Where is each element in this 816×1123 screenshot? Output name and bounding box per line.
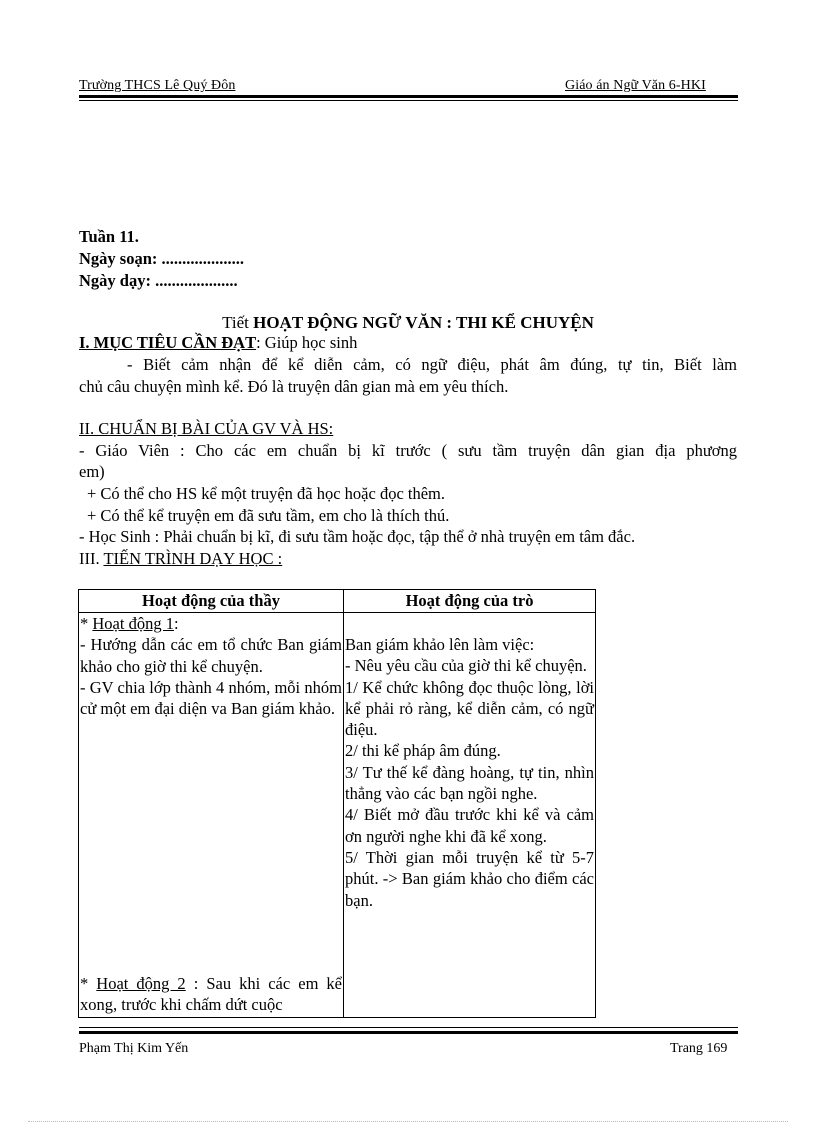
section1-heading-line <box>79 332 357 354</box>
act1-colon: : <box>173 614 179 633</box>
section1-line1: - Biết cảm nhận để kể diễn cảm, có ngữ điệu, phát âm đúng, tự tin, Biết làm <box>127 355 737 374</box>
table-row <box>79 613 596 1018</box>
section3-heading: TIẾN TRÌNH DẠY HỌC : <box>103 549 283 568</box>
prep-date <box>79 248 244 270</box>
section1-heading: I. MỤC TIÊU CẦN ĐẠT <box>79 333 257 352</box>
page-bottom-edge <box>28 1121 788 1122</box>
student-cell <box>344 613 596 1018</box>
section2-bullet1: + Có thể cho HS kể một truyện đã học hoặc đọc thêm. <box>87 484 446 503</box>
student-line: 2/ thi kể pháp âm đúng. <box>345 741 501 761</box>
student-line: 4/ Biết mở đầu trước khi kể và cảm ơn người nghe khi đã kể xong. <box>345 805 594 846</box>
footer-author: Phạm Thị Kim Yến <box>79 1041 189 1056</box>
student-line: - Nêu yêu cầu của giờ thi kể chuyện. <box>345 656 587 676</box>
footer-rule-thin <box>79 1027 738 1028</box>
section2-teacher-line1: - Giáo Viên : Cho các em chuẩn bị kĩ trước ( sưu tầm truyện dân gian địa phương <box>79 441 737 460</box>
teach-date <box>79 270 238 292</box>
prep-date-label: Ngày soạn: <box>79 249 158 268</box>
section2-heading: II. CHUẨN BỊ BÀI CỦA GV VÀ HS: <box>79 419 334 438</box>
section2-bullet2: + Có thể kể truyện em đã sưu tầm, em cho là thích thú. <box>87 506 450 525</box>
teach-date-value: .................... <box>155 271 238 290</box>
footer-rule-thick <box>79 1031 738 1034</box>
teacher-cell <box>79 613 344 1018</box>
title-text: HOẠT ĐỘNG NGỮ VĂN : THI KỂ CHUYỆN <box>253 313 594 332</box>
header-subject: Giáo án Ngữ Văn 6-HKI <box>565 78 706 93</box>
section3-prefix: III. <box>79 549 104 568</box>
title-prefix: Tiết <box>222 313 254 332</box>
teach-date-label: Ngày dạy: <box>79 271 151 290</box>
prep-date-value: .................... <box>161 249 245 268</box>
act1-star: * <box>80 614 93 633</box>
act2-star: * <box>80 974 97 993</box>
col-teacher-header: Hoạt động của thầy <box>79 590 344 613</box>
section3-heading-line <box>79 548 282 570</box>
student-line: 3/ Tư thế kể đàng hoàng, tự tin, nhìn thẳng vào các bạn ngồi nghe. <box>345 762 594 804</box>
col-student-header: Hoạt động của trò <box>344 590 596 613</box>
activities-table <box>78 589 596 1018</box>
header-rule-thin <box>79 100 738 101</box>
teacher-act2 <box>80 973 342 1016</box>
header-rule-thick <box>79 95 738 98</box>
section1-line2: chủ câu chuyện mình kể. Đó là truyện dân gian mà em yêu thích. <box>79 377 509 396</box>
header-school: Trường THCS Lê Quý Đôn <box>79 78 236 93</box>
section2-teacher-line2: em) <box>79 462 105 481</box>
act1-label: Hoạt động 1 <box>92 614 174 633</box>
teacher-line: - GV chia lớp thành 4 nhóm, mỗi nhóm cử một em đại diện va Ban giám khảo. <box>80 677 342 719</box>
student-line: 5/ Thời gian mỗi truyện kể từ 5-7 phút. -> Ban giám khảo cho điểm các bạn. <box>345 847 594 910</box>
act2-rest: : Sau khi các em kể xong, trước khi chấm dứt cuộc <box>80 974 343 1015</box>
section2-student-line: - Học Sinh : Phải chuẩn bị kĩ, đi sưu tầm hoặc đọc, tập thể ở nhà truyện em tâm đắc. <box>79 527 636 546</box>
teacher-line: - Hướng dẫn các em tổ chức Ban giám khảo cho giờ thi kể chuyện. <box>80 635 342 676</box>
table-header-row <box>79 590 596 613</box>
section1-rest: : Giúp học sinh <box>256 333 358 352</box>
teacher-act1 <box>80 613 342 634</box>
lesson-title <box>0 312 816 334</box>
student-line: 1/ Kể chức không đọc thuộc lòng, lời kể phải rỏ ràng, kể diễn cảm, có ngữ điệu. <box>345 677 594 740</box>
act2-label: Hoạt động 2 <box>96 974 186 993</box>
footer-page-number: Trang 169 <box>670 1041 728 1056</box>
student-line: Ban giám khảo lên làm việc: <box>345 635 535 654</box>
week-label: Tuần 11. <box>79 227 139 246</box>
